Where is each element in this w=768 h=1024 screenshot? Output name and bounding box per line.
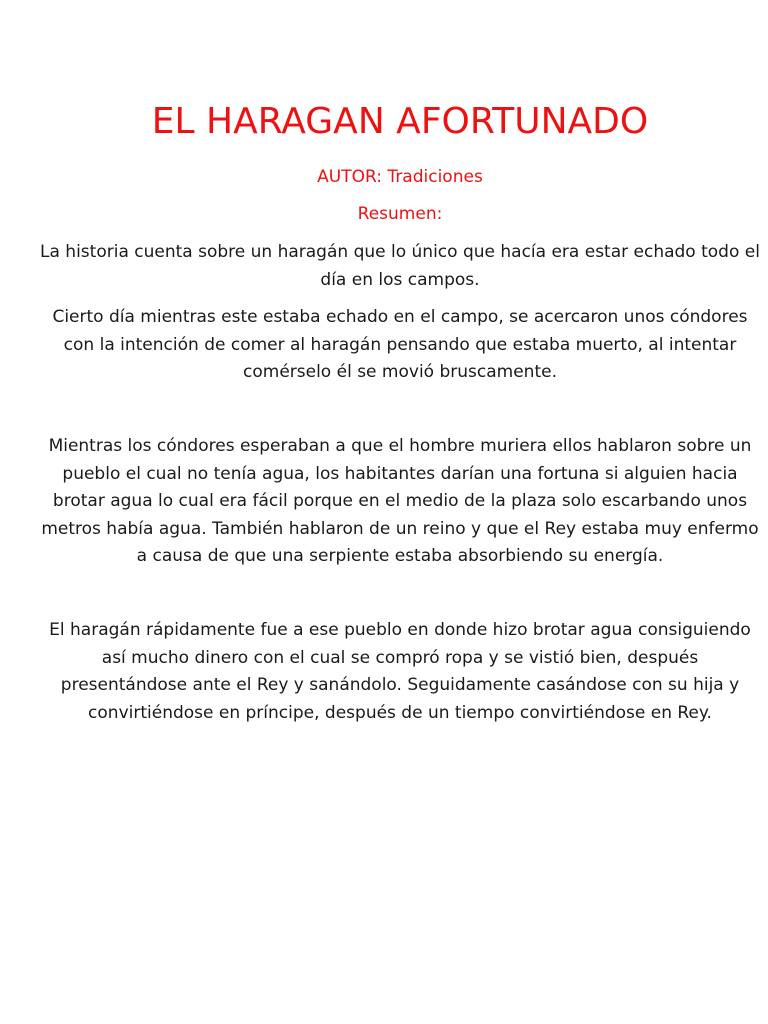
document-title: EL HARAGAN AFORTUNADO — [151, 101, 649, 142]
author-line: AUTOR: Tradiciones — [317, 167, 483, 187]
paragraph-intro: La historia cuenta sobre un haragán que lo único que hacía era estar echado todo el día en los campos. — [40, 242, 760, 290]
summary-label: Resumen: — [357, 204, 443, 224]
paragraph-ending: El haragán rápidamente fue a ese pueblo en donde hizo brotar agua consiguiendo así mucho dinero con el cual se compró ropa y se vistió bien, después presentándose ante el Rey y sanándolo. Seguidamente casándose con su hija y convirtiéndose en príncipe, después de un tiempo convirtiéndose en Rey. — [49, 620, 751, 723]
paragraph-condors-talk: Mientras los cóndores esperaban a que el hombre muriera ellos hablaron sobre un pueblo el cual no tenía agua, los habitantes darían una fortuna si alguien hacia brotar agua lo cual era fácil porque en el medio de la plaza solo escarbando unos metros había agua. También hablaron de un reino y que el Rey estaba muy enfermo a causa de que una serpiente estaba absorbiendo su energía. — [41, 436, 759, 566]
paragraph-condors-arrive: Cierto día mientras este estaba echado en el campo, se acercaron unos cóndores con la intención de comer al haragán pensando que estaba muerto, al intentar comérselo él se movió bruscamente. — [52, 307, 748, 382]
